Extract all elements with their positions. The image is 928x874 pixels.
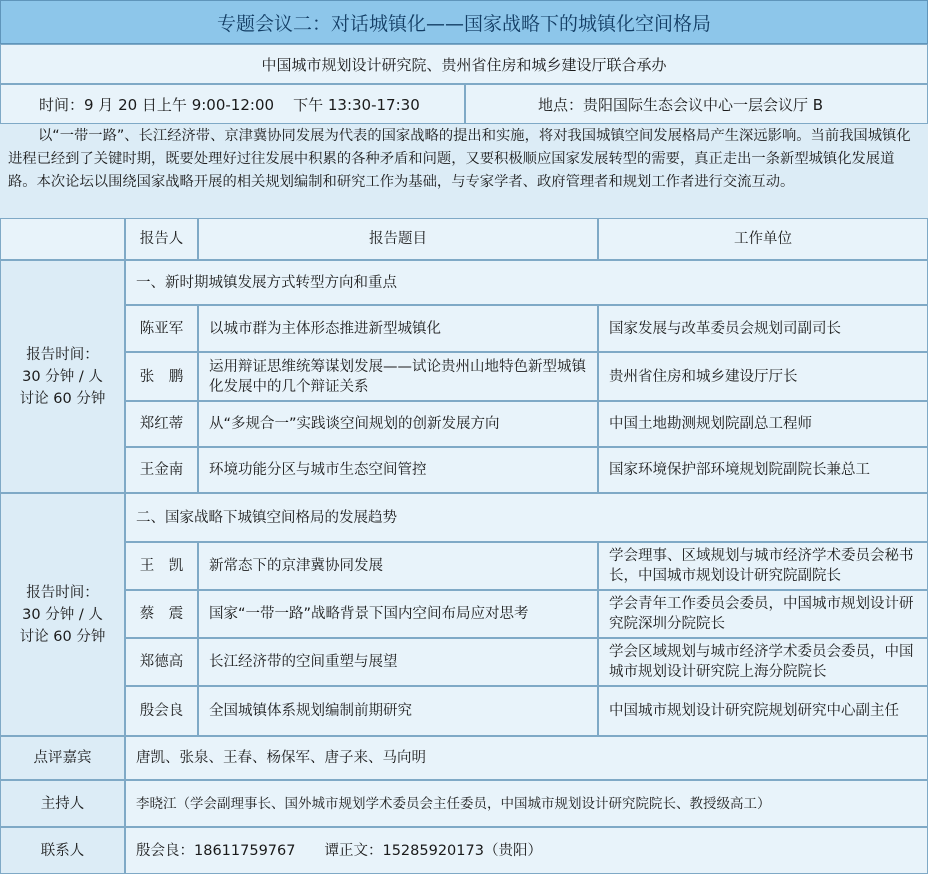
table-row-topic: 从“多规合一”实践谈空间规划的创新发展方向 [198, 401, 598, 447]
table-row-topic: 新常态下的京津冀协同发展 [198, 542, 598, 590]
organizer-line: 中国城市规划设计研究院、贵州省住房和城乡建设厅联合承办 [0, 44, 928, 84]
table-row-affiliation: 学会区域规划与城市经济学术委员会委员，中国城市规划设计研究院上海分院院长 [598, 638, 928, 686]
section-2-heading: 二、国家战略下城镇空间格局的发展趋势 [125, 493, 928, 542]
section-1-heading: 一、新时期城镇发展方式转型方向和重点 [125, 260, 928, 305]
table-row-speaker: 王金南 [125, 447, 198, 493]
table-row-speaker: 郑红蒂 [125, 401, 198, 447]
intro-paragraph: 以“一带一路”、长江经济带、京津冀协同发展为代表的国家战略的提出和实施，将对我国城镇空间发展格局产生深远影响。当前我国城镇化进程已经到了关键时期，既要处理好过往发展中积累的各种矛盾和问题，又要积极顺应国家发展转型的需要，真正走出一条新型城镇化发展道路。本次论坛以围绕国家战略开展的相关规划编制和研究工作为基础，与专家学者、政府管理者和规划工作者进行交流互动。 [0, 124, 928, 218]
host-label: 主持人 [0, 780, 125, 827]
host-value: 李晓江（学会副理事长、国外城市规划学术委员会主任委员，中国城市规划设计研究院院长、教授级高工） [125, 780, 928, 827]
table-row-affiliation: 中国城市规划设计研究院规划研究中心副主任 [598, 686, 928, 736]
table-row-affiliation: 国家环境保护部环境规划院副院长兼总工 [598, 447, 928, 493]
table-row-speaker: 殷会良 [125, 686, 198, 736]
reviewers-value: 唐凯、张泉、王春、杨保军、唐子来、马向明 [125, 736, 928, 780]
header-blank-cell [0, 218, 125, 260]
location-line: 地点：贵阳国际生态会议中心一层会议厅 B [465, 84, 928, 124]
table-row-speaker: 郑德高 [125, 638, 198, 686]
time-line: 时间：9 月 20 日上午 9:00-12:00 下午 13:30-17:30 [0, 84, 465, 124]
table-row-topic: 全国城镇体系规划编制前期研究 [198, 686, 598, 736]
table-row-topic: 环境功能分区与城市生态空间管控 [198, 447, 598, 493]
table-row-affiliation: 中国土地勘测规划院副总工程师 [598, 401, 928, 447]
table-row-speaker: 张 鹏 [125, 352, 198, 401]
section-1-side-label: 报告时间： 30 分钟 / 人 讨论 60 分钟 [0, 260, 125, 493]
table-row-speaker: 蔡 震 [125, 590, 198, 638]
table-row-topic: 国家“一带一路”战略背景下国内空间布局应对思考 [198, 590, 598, 638]
table-row-affiliation: 学会理事、区域规划与城市经济学术委员会秘书长，中国城市规划设计研究院副院长 [598, 542, 928, 590]
section-2-side-label: 报告时间： 30 分钟 / 人 讨论 60 分钟 [0, 493, 125, 736]
header-speaker: 报告人 [125, 218, 198, 260]
page-title: 专题会议二：对话城镇化——国家战略下的城镇化空间格局 [0, 0, 928, 44]
table-row-topic: 长江经济带的空间重塑与展望 [198, 638, 598, 686]
contact-value: 殷会良：18611759767 谭正文：15285920173（贵阳） [125, 827, 928, 874]
table-row-speaker: 王 凯 [125, 542, 198, 590]
table-row-speaker: 陈亚军 [125, 305, 198, 352]
table-row-affiliation: 贵州省住房和城乡建设厅厅长 [598, 352, 928, 401]
reviewers-label: 点评嘉宾 [0, 736, 125, 780]
table-row-affiliation: 国家发展与改革委员会规划司副司长 [598, 305, 928, 352]
header-affiliation: 工作单位 [598, 218, 928, 260]
table-row-topic: 运用辩证思维统筹谋划发展——试论贵州山地特色新型城镇化发展中的几个辩证关系 [198, 352, 598, 401]
table-row-affiliation: 学会青年工作委员会委员，中国城市规划设计研究院深圳分院院长 [598, 590, 928, 638]
header-topic: 报告题目 [198, 218, 598, 260]
contact-label: 联系人 [0, 827, 125, 874]
table-row-topic: 以城市群为主体形态推进新型城镇化 [198, 305, 598, 352]
